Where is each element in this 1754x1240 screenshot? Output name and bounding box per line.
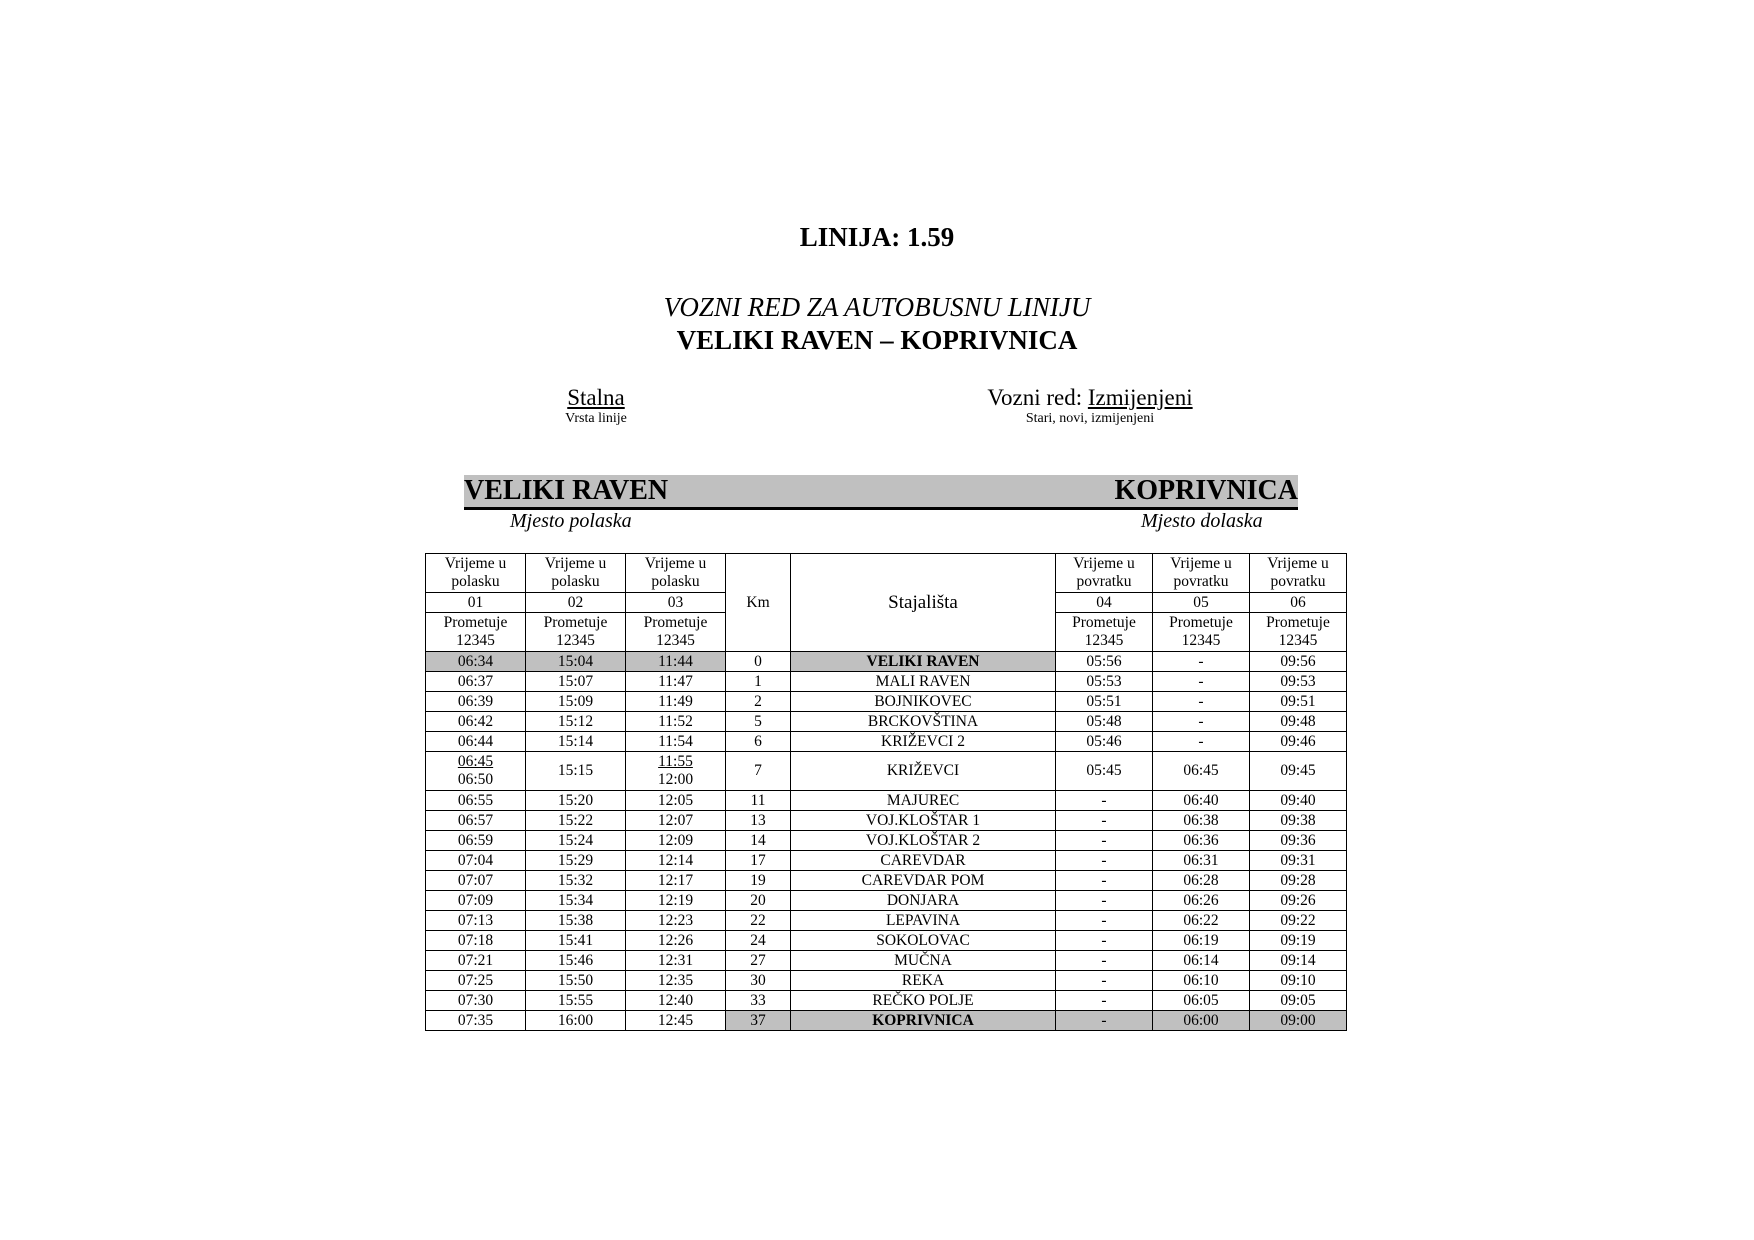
schedule-status-caption: Stari, novi, izmijenjeni <box>1025 411 1155 426</box>
arrival-time: 11:55 <box>658 753 693 770</box>
table-row <box>426 752 1347 791</box>
time-cell: - <box>1056 831 1153 851</box>
outbound-header: Vrijeme u polasku <box>426 554 526 593</box>
table-row <box>426 851 1347 871</box>
time-cell: 15:09 <box>526 692 626 712</box>
time-cell: 05:48 <box>1056 712 1153 732</box>
time-cell: 05:53 <box>1056 672 1153 692</box>
operates-label: Prometuje <box>643 614 708 631</box>
time-cell: 11:47 <box>626 672 726 692</box>
time-cell: 05:56 <box>1056 652 1153 672</box>
time-cell: 07:25 <box>426 971 526 991</box>
time-cell: 06:42 <box>426 712 526 732</box>
time-cell: 12:23 <box>626 911 726 931</box>
time-cell: 07:07 <box>426 871 526 891</box>
stop-name: VOJ.KLOŠTAR 1 <box>791 811 1056 831</box>
table-row <box>426 652 1347 672</box>
timetable <box>425 553 1347 1031</box>
time-cell: - <box>1056 971 1153 991</box>
time-cell: - <box>1056 931 1153 951</box>
time-cell: 07:13 <box>426 911 526 931</box>
operates-label: Prometuje <box>1169 614 1233 631</box>
km-cell: 17 <box>726 851 791 871</box>
operates-cell <box>1250 613 1347 652</box>
table-row <box>426 732 1347 752</box>
time-cell: 05:51 <box>1056 692 1153 712</box>
time-cell: 06:26 <box>1153 891 1250 911</box>
schedule-status-block <box>920 385 1260 427</box>
endpoints-banner <box>464 475 1298 510</box>
time-cell: 06:14 <box>1153 951 1250 971</box>
departure-caption: Mjesto polaska <box>510 510 632 532</box>
time-cell: 09:05 <box>1250 991 1347 1011</box>
time-cell: 06:34 <box>426 652 526 672</box>
stop-name: KOPRIVNICA <box>791 1011 1056 1031</box>
time-cell: 15:14 <box>526 732 626 752</box>
time-cell: 06:37 <box>426 672 526 692</box>
time-cell: 12:14 <box>626 851 726 871</box>
line-type-block <box>536 385 656 427</box>
time-cell: 05:45 <box>1056 752 1153 791</box>
stop-name: CAREVDAR <box>791 851 1056 871</box>
km-cell: 27 <box>726 951 791 971</box>
operates-days: 12345 <box>1084 632 1124 649</box>
km-cell: 5 <box>726 712 791 732</box>
operates-label: Prometuje <box>1266 614 1330 631</box>
time-cell: 07:04 <box>426 851 526 871</box>
time-cell: 15:34 <box>526 891 626 911</box>
table-row <box>426 811 1347 831</box>
time-cell: 09:40 <box>1250 791 1347 811</box>
operates-cell <box>426 613 526 652</box>
table-row <box>426 692 1347 712</box>
arrival-time: 06:45 <box>457 753 494 770</box>
stops-header: Stajališta <box>791 554 1056 652</box>
time-cell: 06:44 <box>426 732 526 752</box>
operates-days: 12345 <box>656 632 695 649</box>
operates-cell <box>526 613 626 652</box>
operates-label: Prometuje <box>543 614 608 631</box>
time-cell: 15:55 <box>526 991 626 1011</box>
stop-name: KRIŽEVCI 2 <box>791 732 1056 752</box>
time-cell: 09:31 <box>1250 851 1347 871</box>
stop-name: MAJUREC <box>791 791 1056 811</box>
table-row <box>426 1011 1347 1031</box>
line-title: LINIJA: 1.59 <box>799 222 955 252</box>
km-cell: 2 <box>726 692 791 712</box>
time-cell: 06:00 <box>1153 1011 1250 1031</box>
time-cell: 06:40 <box>1153 791 1250 811</box>
time-cell: - <box>1056 991 1153 1011</box>
time-cell: 11:52 <box>626 712 726 732</box>
time-cell: 11:44 <box>626 652 726 672</box>
stop-name: REČKO POLJE <box>791 991 1056 1011</box>
stop-name: BRCKOVŠTINA <box>791 712 1056 732</box>
time-cell: 09:45 <box>1250 752 1347 791</box>
time-cell: 09:48 <box>1250 712 1347 732</box>
time-cell: 09:53 <box>1250 672 1347 692</box>
table-row <box>426 991 1347 1011</box>
time-cell: 09:26 <box>1250 891 1347 911</box>
time-cell: 15:12 <box>526 712 626 732</box>
time-cell: 07:18 <box>426 931 526 951</box>
time-cell <box>626 752 726 791</box>
table-row <box>426 791 1347 811</box>
time-cell: 09:00 <box>1250 1011 1347 1031</box>
operates-label: Prometuje <box>1072 614 1136 631</box>
table-row <box>426 911 1347 931</box>
arrival-caption: Mjesto dolaska <box>1141 510 1263 532</box>
table-row <box>426 672 1347 692</box>
time-cell: 15:46 <box>526 951 626 971</box>
stop-name: BOJNIKOVEC <box>791 692 1056 712</box>
operates-days: 12345 <box>456 632 495 649</box>
departure-place: VELIKI RAVEN <box>464 475 669 506</box>
time-cell: 06:45 <box>1153 752 1250 791</box>
km-cell: 13 <box>726 811 791 831</box>
time-cell: 06:36 <box>1153 831 1250 851</box>
km-cell: 0 <box>726 652 791 672</box>
operates-days: 12345 <box>1278 632 1318 649</box>
stop-name: CAREVDAR POM <box>791 871 1056 891</box>
stop-name: REKA <box>791 971 1056 991</box>
time-cell: - <box>1153 652 1250 672</box>
time-cell: 15:29 <box>526 851 626 871</box>
time-cell: 09:56 <box>1250 652 1347 672</box>
stop-name: KRIŽEVCI <box>791 752 1056 791</box>
operates-label: Prometuje <box>443 614 508 631</box>
stop-name: VELIKI RAVEN <box>791 652 1056 672</box>
time-cell: 09:28 <box>1250 871 1347 891</box>
departure-number: 01 <box>426 593 526 613</box>
arrival-place: KOPRIVNICA <box>1114 475 1298 506</box>
table-row <box>426 712 1347 732</box>
return-header: Vrijeme u povratku <box>1250 554 1347 593</box>
time-cell: 12:09 <box>626 831 726 851</box>
km-cell: 37 <box>726 1011 791 1031</box>
time-cell: 15:50 <box>526 971 626 991</box>
time-cell: 06:39 <box>426 692 526 712</box>
time-cell: 12:19 <box>626 891 726 911</box>
time-cell: 12:40 <box>626 991 726 1011</box>
stop-name: SOKOLOVAC <box>791 931 1056 951</box>
stop-name: MUČNA <box>791 951 1056 971</box>
stop-name: VOJ.KLOŠTAR 2 <box>791 831 1056 851</box>
schedule-status-prefix: Vozni red: <box>987 385 1088 410</box>
time-cell: 06:38 <box>1153 811 1250 831</box>
time-cell: 06:31 <box>1153 851 1250 871</box>
time-cell: 12:07 <box>626 811 726 831</box>
time-cell: 06:22 <box>1153 911 1250 931</box>
km-cell: 22 <box>726 911 791 931</box>
time-cell: 05:46 <box>1056 732 1153 752</box>
time-cell: 12:35 <box>626 971 726 991</box>
time-cell: 06:10 <box>1153 971 1250 991</box>
time-cell: - <box>1056 891 1153 911</box>
operates-cell <box>1153 613 1250 652</box>
time-cell: 11:54 <box>626 732 726 752</box>
time-cell: 15:24 <box>526 831 626 851</box>
stop-name: DONJARA <box>791 891 1056 911</box>
km-header: Km <box>726 554 791 652</box>
departure-time: 12:00 <box>657 771 694 788</box>
time-cell: 12:05 <box>626 791 726 811</box>
time-cell: 09:10 <box>1250 971 1347 991</box>
departure-number: 04 <box>1056 593 1153 613</box>
operates-cell <box>626 613 726 652</box>
schedule-status-value: Izmijenjeni <box>1087 385 1193 410</box>
time-cell: - <box>1153 672 1250 692</box>
km-cell: 30 <box>726 971 791 991</box>
outbound-header: Vrijeme u polasku <box>626 554 726 593</box>
time-cell: 06:05 <box>1153 991 1250 1011</box>
time-cell: 06:57 <box>426 811 526 831</box>
time-cell: - <box>1153 692 1250 712</box>
time-cell: - <box>1056 911 1153 931</box>
time-cell: 15:20 <box>526 791 626 811</box>
time-cell: 12:45 <box>626 1011 726 1031</box>
time-cell: 06:28 <box>1153 871 1250 891</box>
departure-number: 02 <box>526 593 626 613</box>
time-cell <box>426 752 526 791</box>
return-header: Vrijeme u povratku <box>1153 554 1250 593</box>
departure-number: 06 <box>1250 593 1347 613</box>
time-cell: 06:55 <box>426 791 526 811</box>
time-cell: 12:26 <box>626 931 726 951</box>
time-cell: 07:30 <box>426 991 526 1011</box>
stop-name: LEPAVINA <box>791 911 1056 931</box>
time-cell: - <box>1153 712 1250 732</box>
time-cell: 09:19 <box>1250 931 1347 951</box>
table-row <box>426 871 1347 891</box>
time-cell: - <box>1056 951 1153 971</box>
time-cell: 07:09 <box>426 891 526 911</box>
operates-days: 12345 <box>556 632 595 649</box>
time-cell: 09:46 <box>1250 732 1347 752</box>
time-cell: - <box>1056 851 1153 871</box>
time-cell: - <box>1056 811 1153 831</box>
km-cell: 1 <box>726 672 791 692</box>
return-header: Vrijeme u povratku <box>1056 554 1153 593</box>
time-cell: 09:36 <box>1250 831 1347 851</box>
km-cell: 11 <box>726 791 791 811</box>
time-cell: 11:49 <box>626 692 726 712</box>
time-cell: 15:04 <box>526 652 626 672</box>
time-cell: 09:38 <box>1250 811 1347 831</box>
line-type-value: Stalna <box>567 385 625 410</box>
time-cell: 06:59 <box>426 831 526 851</box>
operates-days: 12345 <box>1181 632 1221 649</box>
km-cell: 7 <box>726 752 791 791</box>
table-row <box>426 931 1347 951</box>
departure-number: 03 <box>626 593 726 613</box>
departure-time: 06:50 <box>457 771 494 788</box>
time-cell: 09:51 <box>1250 692 1347 712</box>
header-row-labels <box>426 554 1347 593</box>
time-cell: 06:19 <box>1153 931 1250 951</box>
route-name: VELIKI RAVEN – KOPRIVNICA <box>676 325 1078 355</box>
time-cell: 16:00 <box>526 1011 626 1031</box>
km-cell: 20 <box>726 891 791 911</box>
time-cell: 07:21 <box>426 951 526 971</box>
time-cell: - <box>1056 1011 1153 1031</box>
time-cell: 15:07 <box>526 672 626 692</box>
km-cell: 14 <box>726 831 791 851</box>
km-cell: 33 <box>726 991 791 1011</box>
time-cell: 09:14 <box>1250 951 1347 971</box>
document-subtitle: VOZNI RED ZA AUTOBUSNU LINIJU <box>663 292 1091 322</box>
km-cell: 24 <box>726 931 791 951</box>
table-row <box>426 891 1347 911</box>
time-cell: - <box>1153 732 1250 752</box>
table-row <box>426 831 1347 851</box>
time-cell: 15:32 <box>526 871 626 891</box>
outbound-header: Vrijeme u polasku <box>526 554 626 593</box>
time-cell: 15:15 <box>526 752 626 791</box>
time-cell: - <box>1056 871 1153 891</box>
operates-cell <box>1056 613 1153 652</box>
time-cell: 12:17 <box>626 871 726 891</box>
km-cell: 6 <box>726 732 791 752</box>
time-cell: 15:22 <box>526 811 626 831</box>
time-cell: 12:31 <box>626 951 726 971</box>
km-cell: 19 <box>726 871 791 891</box>
table-row <box>426 951 1347 971</box>
table-row <box>426 971 1347 991</box>
time-cell: 15:38 <box>526 911 626 931</box>
time-cell: 07:35 <box>426 1011 526 1031</box>
time-cell: 09:22 <box>1250 911 1347 931</box>
time-cell: 15:41 <box>526 931 626 951</box>
line-type-caption: Vrsta linije <box>565 411 627 426</box>
departure-number: 05 <box>1153 593 1250 613</box>
time-cell: - <box>1056 791 1153 811</box>
stop-name: MALI RAVEN <box>791 672 1056 692</box>
